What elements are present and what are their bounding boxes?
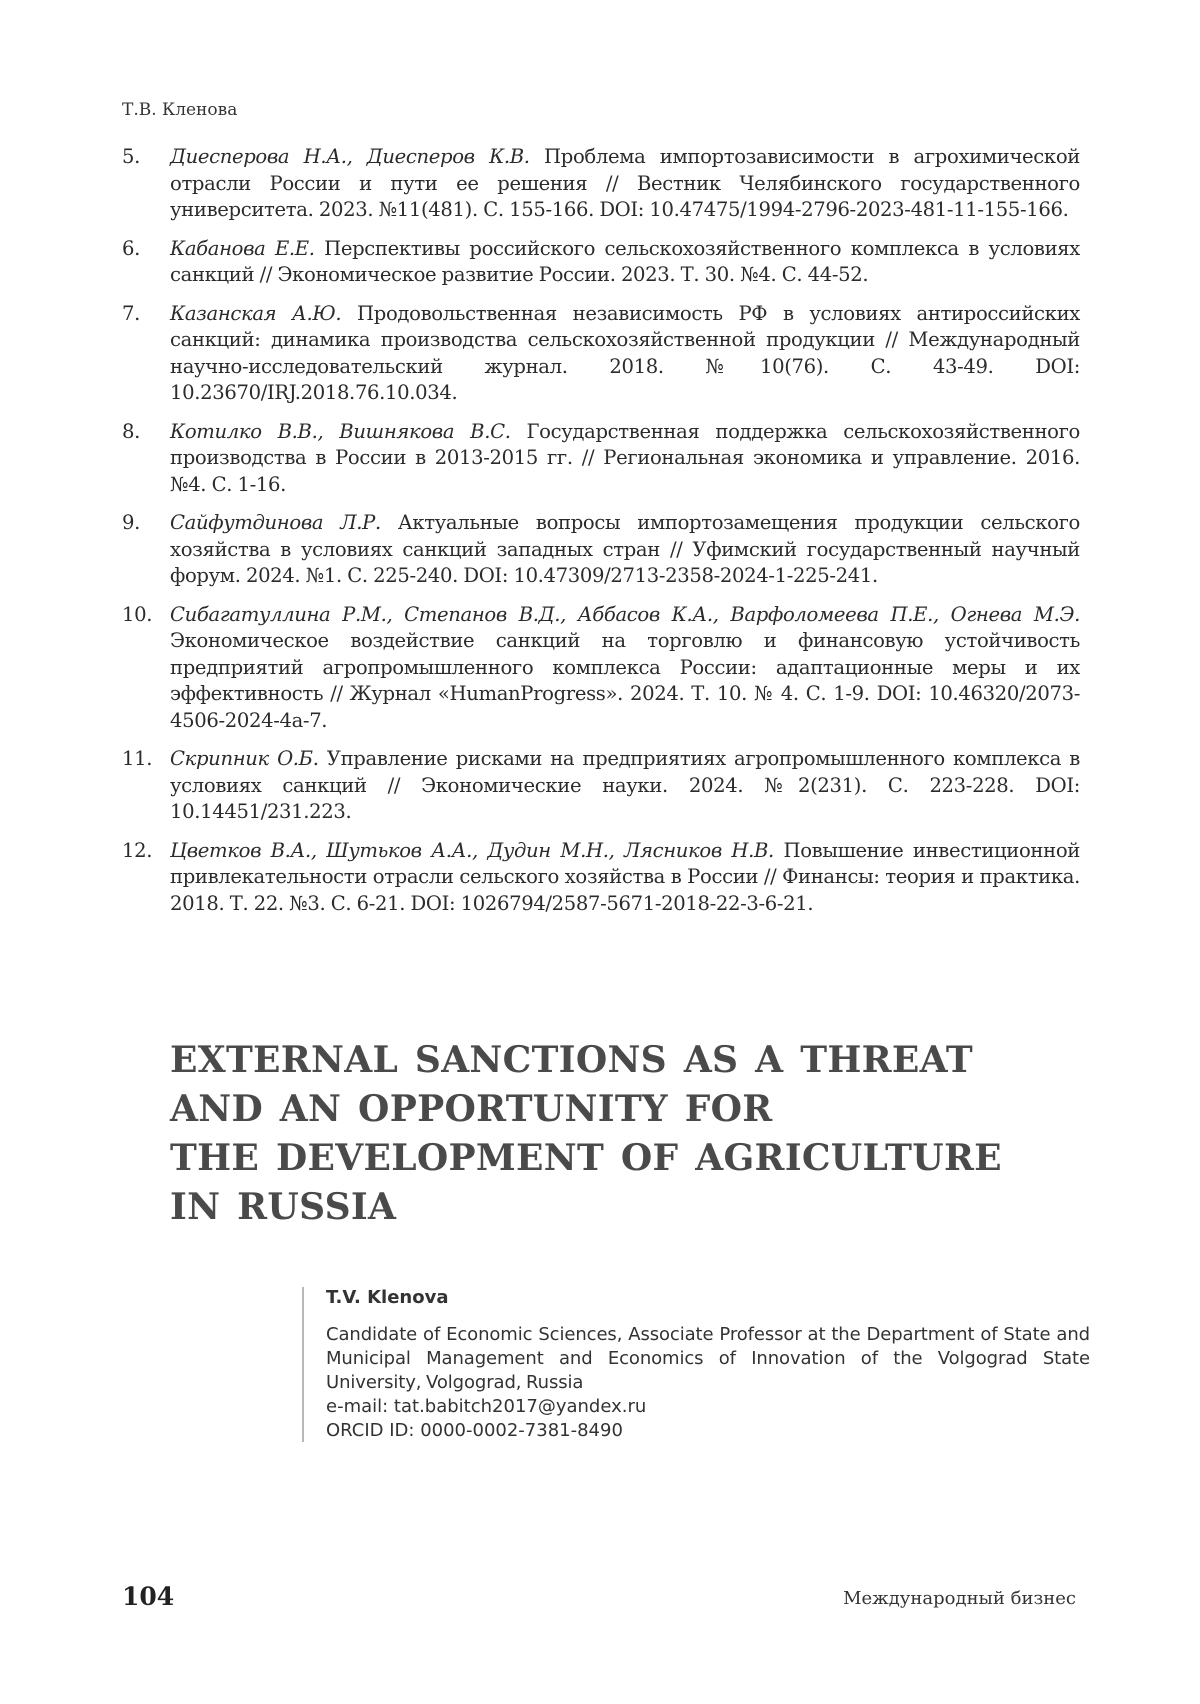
- reference-item: [122, 746, 1080, 826]
- author-email: e-mail: tat.babitch2017@yandex.ru: [326, 1396, 647, 1417]
- reference-item: [122, 144, 1080, 224]
- reference-number: 5.: [122, 145, 140, 168]
- reference-text: Перспективы российского сельскохозяйственного комплекса в условиях санкций // Экономическое развитие России. 2023. Т. 30. №4. С. 44-52.: [170, 236, 1080, 286]
- reference-number: 8.: [122, 419, 140, 443]
- reference-text: Государственная поддержка сельскохозяйственного производства в России в 2013-2015 гг. // Региональная экономика и управление. 2016. №4. С. 1-16.: [170, 419, 1080, 496]
- title-line: IN RUSSIA: [170, 1186, 397, 1228]
- journal-name: Международный бизнес: [843, 1588, 1076, 1609]
- reference-item: [122, 419, 1080, 499]
- reference-text: Повышение инвестиционной привлекательности отрасли сельского хозяйства в России // Финансы: теория и практика. 2018. Т. 22. №3. С. 6-21. DOI: 1026794/2587-5671-2018-22-3-6-21.: [170, 838, 1081, 915]
- reference-number: 7.: [122, 301, 140, 325]
- author-orcid: ORCID ID: 0000-0002-7381-8490: [326, 1420, 623, 1441]
- reference-text: Продовольственная независимость РФ в условиях антироссийских санкций: динамика производства сельскохозяйственной продукции // Международный научно-исследовательский журнал. 2018. №10(76). С. 43-49. DOI: 10.23670/IRJ.2018.76.10.034.: [170, 301, 1080, 404]
- reference-authors: Цветков В.А., Шутьков А.А., Дудин М.Н., Лясников Н.В.: [170, 838, 774, 862]
- reference-number: 6.: [122, 236, 140, 260]
- reference-authors: Сибагатуллина Р.М., Степанов В.Д., Аббасов К.А., Варфоломеева П.Е., Огнева М.Э.: [170, 602, 1080, 626]
- reference-list: [122, 144, 1080, 929]
- reference-item: [122, 301, 1080, 407]
- reference-text: Актуальные вопросы импортозамещения продукции сельского хозяйства в условиях санкций западных стран // Уфимский государственный научный форум. 2024. №1. С. 225-240. DOI: 10.47309/2713-2358-2024-1-225-241.: [170, 511, 1080, 587]
- reference-text: Экономическое воздействие санкций на торговлю и финансовую устойчивость предприятий агропромышленного комплекса России: адаптационные меры и их эффективность // Журнал «HumanProgress». 2024. Т. 10. № 4. С. 1-9. DOI: 10.46320/2073-4506-2024-4a-7.: [170, 629, 1080, 732]
- author-affiliation: Candidate of Economic Sciences, Associate Professor at the Department of State and Municipal Management and Economics of Innovation of the Volgograd State University, Volgograd, Russia: [326, 1324, 1090, 1393]
- reference-number: 10.: [122, 602, 153, 626]
- reference-text: Проблема импортозависимости в агрохимической отрасли России и пути ее решения // Вестник Челябинского государственного университета. 2023. №11(481). С. 155-166. DOI: 10.47475/1994-2796-2023-481-11-155-166.: [170, 145, 1080, 221]
- title-line: AND AN OPPORTUNITY FOR: [170, 1088, 773, 1130]
- reference-item: [122, 838, 1080, 918]
- author-name: T.V. Klenova: [326, 1287, 449, 1308]
- page-number: 104: [122, 1582, 175, 1611]
- author-info-block: [302, 1287, 1090, 1442]
- title-line: EXTERNAL SANCTIONS AS A THREAT: [170, 1039, 973, 1081]
- title-line: THE DEVELOPMENT OF AGRICULTURE: [170, 1137, 1002, 1179]
- reference-item: [122, 602, 1080, 735]
- reference-text: Управление рисками на предприятиях агропромышленного комплекса в условиях санкций // Экономические науки. 2024. №2(231). С. 223-228. DOI: 10.14451/231.223.: [170, 747, 1080, 823]
- running-head: Т.В. Кленова: [122, 100, 238, 120]
- reference-authors: Котилко В.В., Вишнякова В.С.: [170, 419, 511, 443]
- reference-authors: Сайфутдинова Л.Р.: [170, 511, 381, 534]
- reference-number: 11.: [122, 747, 153, 770]
- reference-authors: Кабанова Е.Е.: [170, 236, 315, 260]
- reference-authors: Казанская А.Ю.: [170, 301, 342, 325]
- reference-authors: Скрипник О.Б.: [170, 747, 319, 770]
- reference-number: 12.: [122, 838, 153, 862]
- reference-item: [122, 510, 1080, 590]
- reference-number: 9.: [122, 511, 140, 534]
- article-title: [170, 1036, 1050, 1232]
- reference-item: [122, 236, 1080, 289]
- reference-authors: Диесперова Н.А., Диесперов К.В.: [170, 145, 530, 168]
